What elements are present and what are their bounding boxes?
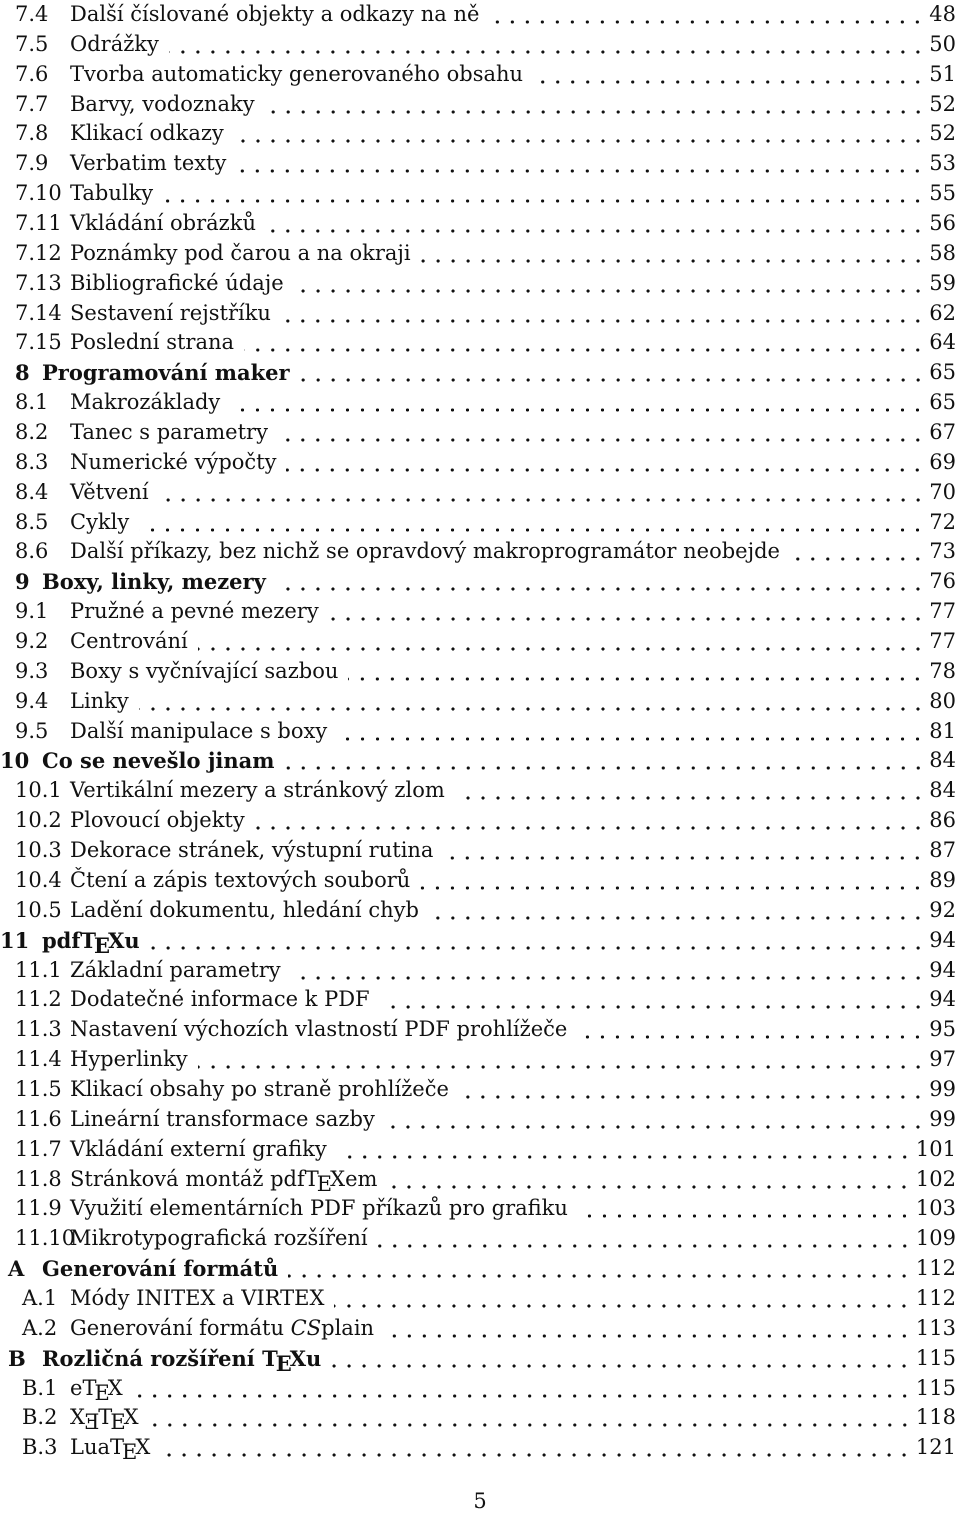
entry-page: 113: [915, 1315, 956, 1340]
entry-page: 97: [929, 1047, 956, 1072]
dot-leader: [278, 438, 925, 442]
entry-page: 48: [929, 2, 956, 26]
entry-number: 11.5: [15, 1076, 62, 1101]
entry-page: 77: [929, 599, 956, 624]
entry-number: 10: [0, 748, 30, 774]
toc-section-entry[interactable]: [0, 1314, 960, 1344]
entry-title: Klikací obsahy po straně prohlížeče: [70, 1076, 449, 1101]
entry-title: Numerické výpočty: [70, 449, 277, 474]
entry-title: Poznámky pod čarou a na okraji: [70, 240, 411, 265]
entry-number: 11.2: [15, 987, 62, 1012]
toc-section-entry[interactable]: [0, 478, 960, 508]
entry-number: B: [8, 1345, 26, 1371]
toc-section-entry[interactable]: [0, 30, 960, 60]
dot-leader: [276, 587, 925, 591]
dot-leader: [380, 1005, 926, 1009]
entry-page: 81: [929, 718, 956, 743]
toc-section-entry[interactable]: [0, 90, 960, 120]
entry-page: 89: [929, 867, 956, 892]
toc-section-entry[interactable]: [0, 1374, 960, 1404]
entry-page: 76: [929, 569, 956, 594]
entry-title: Základní parametry: [70, 957, 281, 982]
toc-section-entry[interactable]: [0, 717, 960, 747]
dot-leader: [459, 1095, 925, 1099]
entry-number: 10.2: [15, 808, 62, 833]
entry-page: 118: [915, 1405, 956, 1430]
dot-leader: [288, 1274, 912, 1278]
entry-title: Vertikální mezery a stránkový zlom: [70, 778, 445, 803]
entry-number: 7.15: [15, 330, 62, 355]
dot-leader: [255, 826, 926, 830]
entry-number: 11.4: [15, 1047, 62, 1072]
entry-page: 115: [915, 1345, 956, 1370]
entry-page: 52: [929, 91, 956, 116]
entry-number: 10.3: [15, 838, 62, 863]
entry-number: 10.4: [15, 867, 62, 892]
entry-number: 8.2: [15, 420, 49, 445]
toc-section-entry[interactable]: [0, 508, 960, 538]
toc-section-entry[interactable]: [0, 657, 960, 687]
entry-page: 73: [929, 539, 956, 564]
entry-page: 59: [929, 270, 956, 295]
entry-title: Odrážky: [70, 31, 159, 56]
entry-number: 8.1: [15, 390, 49, 415]
entry-title: Sestavení rejstříku: [70, 300, 271, 325]
entry-page: 95: [929, 1017, 956, 1042]
entry-title: Pružné a pevné mezery: [70, 599, 319, 624]
entry-page: 80: [929, 688, 956, 713]
entry-title: Využití elementárních PDF příkazů pro grafiku: [70, 1196, 568, 1221]
toc-section-entry[interactable]: [0, 806, 960, 836]
entry-number: 7.10: [15, 181, 62, 206]
toc-section-entry[interactable]: [0, 956, 960, 986]
toc-section-entry[interactable]: [0, 60, 960, 90]
dot-leader: [266, 229, 925, 233]
entry-title: Programování maker: [42, 360, 290, 386]
toc-section-entry[interactable]: [0, 239, 960, 269]
dot-leader: [198, 1065, 926, 1069]
toc-section-entry[interactable]: [0, 1403, 960, 1433]
entry-title: Hyperlinky: [70, 1047, 188, 1072]
entry-page: 86: [929, 808, 956, 833]
entry-title: Čtení a zápis textových souborů: [70, 867, 411, 892]
entry-number: 11.10: [15, 1226, 76, 1251]
entry-title: Poslední strana: [70, 330, 235, 355]
toc-section-entry[interactable]: [0, 1075, 960, 1105]
entry-number: 11.7: [15, 1136, 62, 1161]
entry-page: 84: [929, 778, 956, 803]
entry-page: 62: [929, 300, 956, 325]
entry-number: B.2: [22, 1405, 58, 1430]
entry-number: 7.5: [15, 31, 49, 56]
dot-leader: [384, 1334, 912, 1338]
entry-number: B.3: [22, 1435, 58, 1460]
entry-page: 112: [915, 1285, 956, 1310]
entry-title: Další manipulace s boxy: [70, 718, 328, 743]
dot-leader: [533, 80, 925, 84]
dot-leader: [163, 199, 925, 203]
entry-number: 11.3: [15, 1017, 62, 1042]
toc-section-entry[interactable]: [0, 0, 960, 30]
entry-page: 53: [929, 151, 956, 176]
entry-title: Klikací odkazy: [70, 121, 224, 146]
entry-number: 9.5: [15, 718, 49, 743]
toc-section-entry[interactable]: [0, 328, 960, 358]
entry-page: 65: [929, 360, 956, 385]
entry-page: 70: [929, 479, 956, 504]
toc-section-entry[interactable]: [0, 627, 960, 657]
dot-leader: [236, 169, 925, 173]
entry-number: 7.4: [15, 2, 49, 26]
entry-page: 65: [929, 390, 956, 415]
toc-section-entry[interactable]: [0, 448, 960, 478]
dot-leader: [149, 1423, 912, 1427]
dot-leader: [286, 468, 925, 472]
dot-leader: [265, 110, 926, 114]
entry-number: 8.5: [15, 509, 49, 534]
entry-title: Makrozáklady: [70, 390, 221, 415]
dot-leader: [234, 139, 925, 143]
entry-title: Cykly: [70, 509, 130, 534]
entry-page: 52: [929, 121, 956, 146]
entry-page: 50: [929, 31, 956, 56]
entry-number: 9.3: [15, 658, 49, 683]
entry-title: Lineární transformace sazby: [70, 1106, 375, 1131]
dot-leader: [387, 1185, 911, 1189]
entry-page: 102: [915, 1166, 956, 1191]
dot-leader: [577, 1035, 925, 1039]
toc-section-entry[interactable]: [0, 597, 960, 627]
entry-title: Módy INITEX a VIRTEX: [70, 1285, 325, 1310]
entry-title: Boxy, linky, mezery: [42, 569, 266, 595]
entry-number: 10.1: [15, 778, 62, 803]
dot-leader: [139, 707, 925, 711]
entry-page: 69: [929, 449, 956, 474]
entry-title: Bibliografické údaje: [70, 270, 284, 295]
entry-page: 115: [915, 1375, 956, 1400]
entry-title: Vkládání obrázků: [70, 211, 256, 236]
dot-leader: [334, 1304, 911, 1308]
entry-title: Další příkazy, bez nichž se opravdový makroprogramátor neobejde: [70, 539, 780, 564]
entry-title: Ladění dokumentu, hledání chyb: [70, 897, 419, 922]
entry-page: 78: [929, 658, 956, 683]
entry-page: 103: [915, 1196, 956, 1221]
entry-page: 55: [929, 181, 956, 206]
toc-section-entry[interactable]: [0, 687, 960, 717]
entry-title: Linky: [70, 688, 129, 713]
toc-chapter-entry[interactable]: [0, 926, 960, 956]
entry-page: 67: [929, 420, 956, 445]
entry-title: Větvení: [70, 479, 149, 504]
toc-section-entry[interactable]: [0, 179, 960, 209]
entry-number: 7.12: [15, 240, 62, 265]
entry-title: Boxy s vyčnívající sazbou: [70, 658, 339, 683]
entry-number: A.1: [22, 1285, 58, 1310]
toc-section-entry[interactable]: [0, 1194, 960, 1224]
entry-number: 11.6: [15, 1106, 62, 1131]
entry-number: 7.11: [15, 211, 62, 236]
toc-section-entry[interactable]: [0, 1165, 960, 1195]
entry-title: Generování formátu CSplain: [70, 1315, 375, 1340]
entry-number: 11: [0, 927, 30, 953]
entry-page: 101: [915, 1136, 956, 1161]
entry-title: Tvorba automaticky generovaného obsahu: [70, 61, 524, 86]
dot-leader: [291, 976, 926, 980]
entry-number: B.1: [22, 1375, 58, 1400]
dot-leader: [244, 348, 925, 352]
entry-number: 9.4: [15, 688, 49, 713]
entry-number: 7.6: [15, 61, 49, 86]
dot-leader: [489, 20, 925, 24]
entry-title: Centrování: [70, 629, 188, 654]
dot-leader: [421, 259, 926, 263]
entry-number: A.2: [22, 1315, 58, 1340]
entry-page: 51: [929, 61, 956, 86]
entry-title: eTEX: [70, 1375, 123, 1405]
dot-leader: [378, 1244, 912, 1248]
toc-section-entry[interactable]: [0, 418, 960, 448]
entry-number: 9.2: [15, 629, 49, 654]
toc-section-entry[interactable]: [0, 985, 960, 1015]
entry-number: 11.1: [15, 957, 62, 982]
dot-leader: [139, 528, 925, 532]
toc-section-entry[interactable]: [0, 836, 960, 866]
dot-leader: [300, 378, 926, 382]
dot-leader: [169, 50, 925, 54]
entry-number: 11.9: [15, 1196, 62, 1221]
dot-leader: [420, 886, 925, 890]
dot-leader: [429, 916, 925, 920]
dot-leader: [285, 766, 926, 770]
page-number: 5: [473, 1489, 487, 1513]
dot-leader: [385, 1125, 925, 1129]
toc-section-entry[interactable]: [0, 537, 960, 567]
dot-leader: [159, 498, 926, 502]
dot-leader: [230, 408, 925, 412]
dot-leader: [455, 796, 926, 800]
entry-page: 84: [929, 748, 956, 773]
entry-number: 7.8: [15, 121, 49, 146]
entry-page: 92: [929, 897, 956, 922]
entry-page: 121: [915, 1435, 956, 1460]
entry-title: Rozličná rozšíření TEXu: [42, 1345, 322, 1376]
dot-leader: [790, 557, 925, 561]
entry-page: 94: [929, 957, 956, 982]
entry-title: Verbatim texty: [70, 151, 227, 176]
toc-chapter-entry[interactable]: [0, 567, 960, 597]
dot-leader: [198, 647, 925, 651]
toc-section-entry[interactable]: [0, 299, 960, 329]
dot-leader: [443, 856, 925, 860]
dot-leader: [348, 677, 925, 681]
entry-number: 9: [15, 569, 30, 595]
dot-leader: [133, 1394, 912, 1398]
entry-number: 8.3: [15, 449, 49, 474]
entry-page: 94: [929, 987, 956, 1012]
entry-number: 7.7: [15, 91, 49, 116]
entry-page: 99: [929, 1076, 956, 1101]
entry-page: 94: [929, 927, 956, 952]
dot-leader: [331, 1364, 912, 1368]
entry-number: A: [8, 1256, 25, 1282]
entry-number: 7.9: [15, 151, 49, 176]
entry-title: XETEX: [70, 1405, 139, 1435]
entry-title: Barvy, vodoznaky: [70, 91, 255, 116]
entry-number: 7.14: [15, 300, 62, 325]
entry-title: Plovoucí objekty: [70, 808, 245, 833]
entry-page: 99: [929, 1106, 956, 1131]
entry-title: pdfTEXu: [42, 927, 140, 958]
dot-leader: [337, 737, 925, 741]
entry-title: Tabulky: [70, 181, 154, 206]
entry-page: 64: [929, 330, 956, 355]
entry-title: Dekorace stránek, výstupní rutina: [70, 838, 434, 863]
toc-section-entry[interactable]: [0, 1045, 960, 1075]
entry-title: Dodatečné informace k PDF: [70, 987, 370, 1012]
toc-section-entry[interactable]: [0, 776, 960, 806]
dot-leader: [150, 946, 926, 950]
dot-leader: [294, 289, 926, 293]
toc-section-entry[interactable]: [0, 209, 960, 239]
entry-title: Nastavení výchozích vlastností PDF prohlížeče: [70, 1017, 568, 1042]
toc-section-entry[interactable]: [0, 119, 960, 149]
entry-title: Generování formátů: [42, 1256, 279, 1282]
entry-number: 7.13: [15, 270, 62, 295]
entry-number: 8.4: [15, 479, 49, 504]
dot-leader: [281, 319, 925, 323]
entry-number: 9.1: [15, 599, 49, 624]
entry-number: 8: [15, 360, 30, 386]
entry-title: Co se nevešlo jinam: [42, 748, 275, 774]
toc-section-entry[interactable]: [0, 149, 960, 179]
dot-leader: [578, 1214, 912, 1218]
toc-section-entry[interactable]: [0, 1284, 960, 1314]
toc-chapter-entry[interactable]: [0, 1344, 960, 1374]
dot-leader: [337, 1155, 912, 1159]
toc-section-entry[interactable]: [0, 1015, 960, 1045]
entry-page: 87: [929, 838, 956, 863]
toc-section-entry[interactable]: [0, 1224, 960, 1254]
toc-section-entry[interactable]: [0, 1105, 960, 1135]
entry-number: 11.8: [15, 1166, 62, 1191]
entry-number: 10.5: [15, 897, 62, 922]
toc-section-entry[interactable]: [0, 388, 960, 418]
entry-title: LuaTEX: [70, 1435, 151, 1465]
entry-page: 58: [929, 240, 956, 265]
toc-section-entry[interactable]: [0, 1135, 960, 1165]
toc-chapter-entry[interactable]: [0, 358, 960, 388]
toc-section-entry[interactable]: [0, 1433, 960, 1463]
entry-title: Stránková montáž pdfTEXem: [70, 1166, 378, 1196]
entry-page: 72: [929, 509, 956, 534]
entry-number: 8.6: [15, 539, 49, 564]
entry-page: 112: [915, 1256, 956, 1281]
toc-section-entry[interactable]: [0, 896, 960, 926]
toc-section-entry[interactable]: [0, 269, 960, 299]
entry-title: Další číslované objekty a odkazy na ně: [70, 2, 480, 26]
dot-leader: [160, 1453, 912, 1457]
dot-leader: [329, 617, 926, 621]
toc-section-entry[interactable]: [0, 866, 960, 896]
entry-title: Tanec s parametry: [70, 420, 268, 445]
toc-chapter-entry[interactable]: [0, 746, 960, 776]
entry-title: Vkládání externí grafiky: [70, 1136, 327, 1161]
entry-page: 77: [929, 629, 956, 654]
entry-page: 56: [929, 211, 956, 236]
entry-title: Mikrotypografická rozšíření: [70, 1226, 368, 1251]
toc-chapter-entry[interactable]: [0, 1254, 960, 1284]
entry-page: 109: [915, 1226, 956, 1251]
